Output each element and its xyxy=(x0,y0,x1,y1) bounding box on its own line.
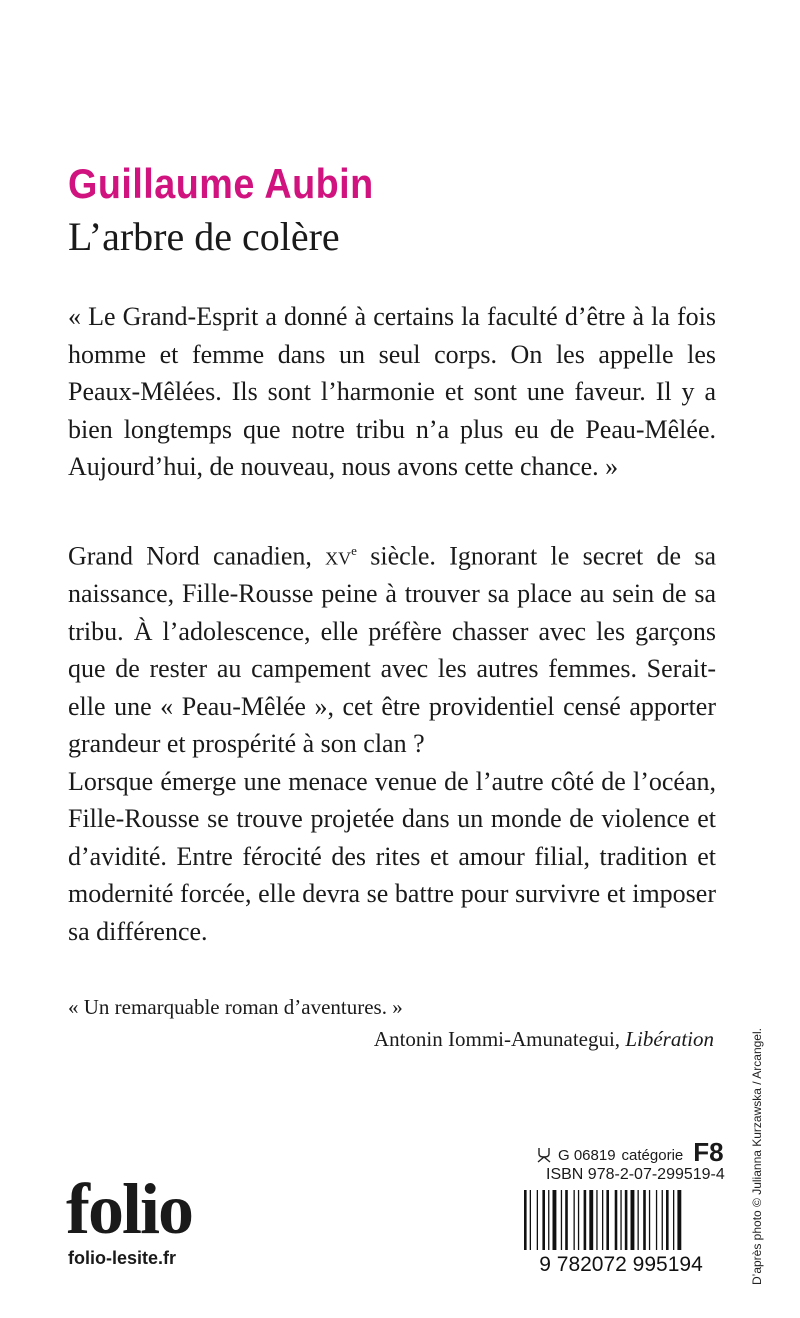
synopsis xyxy=(68,532,716,950)
book-title: L’arbre de colère xyxy=(68,214,340,259)
barcode xyxy=(522,1190,720,1275)
gallimard-mini-icon xyxy=(536,1146,552,1164)
synopsis-text: siècle. Ignorant le secret de sa naissance, Fille-Rousse peine à trouver sa place au sein de sa tribu. À l’adolescence, elle préfère chasser avec les garçons que de rester au campement avec les autres femmes. Serait-elle une « Peau-Mêlée », cet être providentiel censé apporter grandeur et prospérité à son clan ? xyxy=(68,541,716,759)
publisher-website[interactable]: folio-lesite.fr xyxy=(68,1248,177,1268)
category-code: F8 xyxy=(693,1137,724,1167)
product-code: G 06819 xyxy=(558,1147,616,1164)
photo-credit: D’après photo © Julianna Kurzawska / Arcangel. xyxy=(750,1028,764,1285)
review-attribution xyxy=(374,1027,714,1052)
review-source: Libération xyxy=(625,1027,714,1051)
barcode-digits: 9 782072 995194 xyxy=(539,1253,703,1275)
century-superscript: e xyxy=(351,543,357,558)
product-code-line xyxy=(536,1134,724,1167)
review-author: Antonin Iommi-Amunategui, xyxy=(373,1027,626,1051)
synopsis-paragraph-1 xyxy=(68,532,716,763)
author-name: Guillaume Aubin xyxy=(68,160,374,207)
category-label: catégorie xyxy=(621,1147,684,1164)
quote-paragraph: « Le Grand-Esprit a donné à certains la faculté d’être à la fois homme et femme dans un seul corps. On les appelle les Peaux-Mêlées. Ils sont l’harmonie et sont une faveur. Il y a bien longtemps que notre tribu n’a plus eu de Peau-Mêlée. Aujourd’hui, de nouveau, nous avons cette chance. » xyxy=(68,302,716,481)
century-numeral: xv xyxy=(325,541,352,571)
synopsis-paragraph-2: Lorsque émerge une menace venue de l’autre côté de l’océan, Fille-Rousse se trouve projetée dans un monde de violence et d’avidité. Entre férocité des rites et amour filial, tradition et modernité forcée, elle devra se battre pour survivre et imposer sa différence. xyxy=(68,766,716,946)
opening-quote xyxy=(68,298,716,486)
review-quote: « Un remarquable roman d’aventures. » xyxy=(68,995,403,1019)
barcode-bars xyxy=(524,1190,681,1256)
synopsis-text: Grand Nord canadien, xyxy=(68,541,326,571)
folio-logo: folio xyxy=(66,1169,192,1249)
isbn: ISBN 978-2-07-299519-4 xyxy=(546,1166,725,1183)
